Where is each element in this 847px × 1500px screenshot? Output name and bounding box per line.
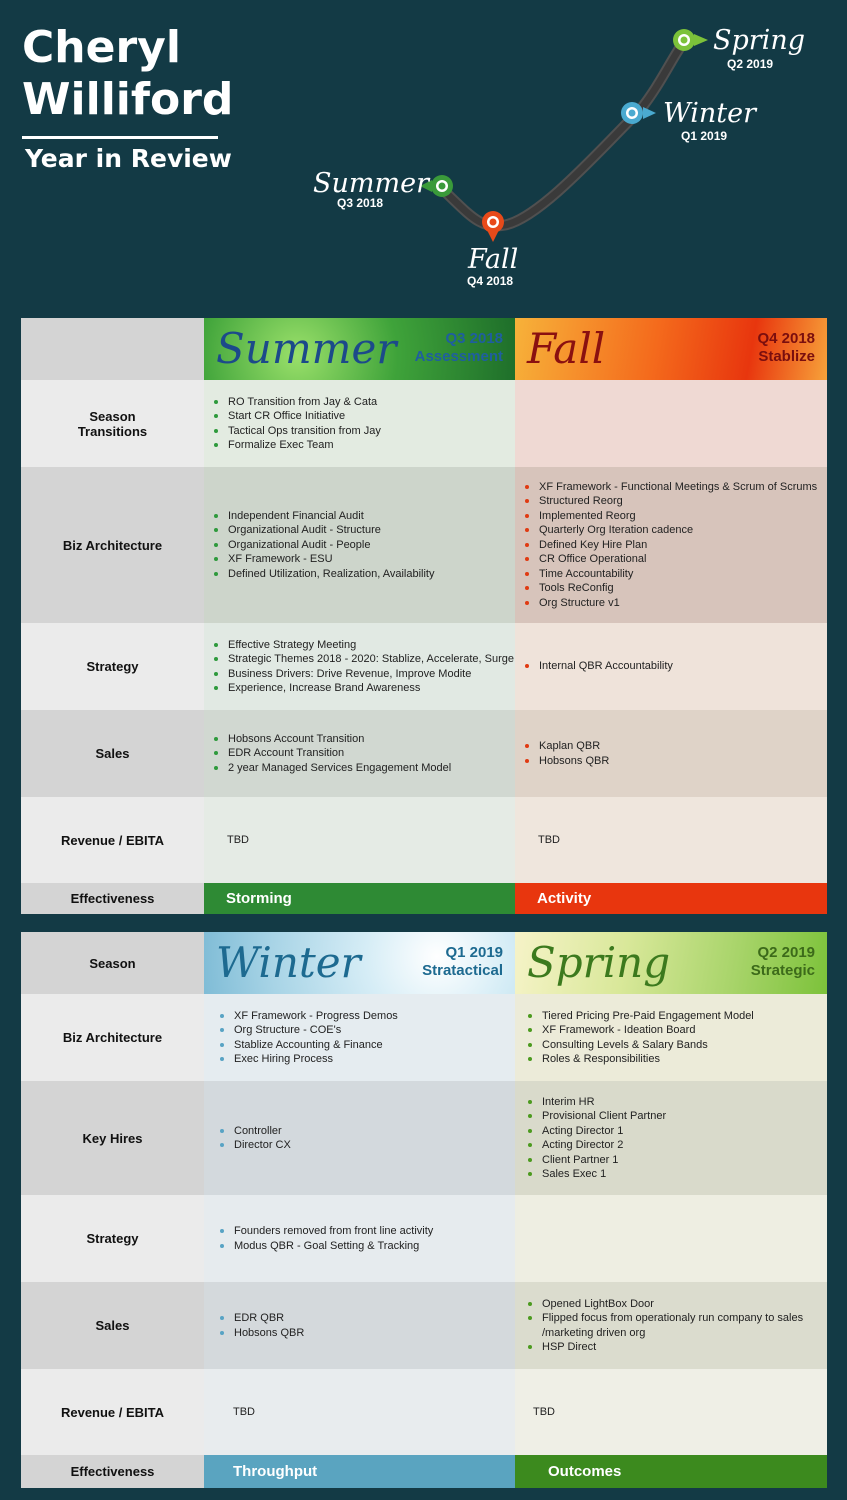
- list-item: Internal QBR Accountability: [523, 659, 673, 674]
- table2-row-biz: [21, 994, 827, 1081]
- list-item: Exec Hiring Process: [218, 1052, 398, 1067]
- summer-quarter: Q3 2018: [445, 330, 503, 347]
- list-item: Organizational Audit - People: [212, 538, 434, 553]
- timeline-winter-quarter: Q1 2019: [681, 129, 728, 143]
- fall-list: [523, 480, 817, 611]
- table1-header-row: [21, 318, 827, 380]
- row-label: Effectiveness: [21, 1455, 204, 1488]
- row-label: Strategy: [21, 623, 204, 710]
- list-item: EDR QBR: [218, 1311, 304, 1326]
- list-item: Effective Strategy Meeting: [212, 638, 514, 653]
- list-item: XF Framework - Progress Demos: [218, 1009, 398, 1024]
- list-item: Experience, Increase Brand Awareness: [212, 681, 514, 696]
- list-item: Consulting Levels & Salary Bands: [526, 1038, 754, 1053]
- spring-banner-name: Spring: [527, 938, 671, 987]
- summer-effectiveness-badge: Storming: [204, 883, 515, 914]
- winter-banner-quarter: [422, 944, 503, 980]
- list-item: Hobsons Account Transition: [212, 732, 451, 747]
- winter-cell: [204, 1282, 515, 1369]
- table2-row-effectiveness: [21, 1455, 827, 1488]
- table1-row-transitions: [21, 380, 827, 467]
- row-label: Effectiveness: [21, 883, 204, 914]
- summer-cell: [204, 380, 515, 467]
- list-item: EDR Account Transition: [212, 746, 451, 761]
- summer-theme: Assessment: [414, 348, 503, 365]
- row-label: Sales: [21, 1282, 204, 1369]
- fall-cell: [515, 797, 827, 883]
- fall-cell: [515, 623, 827, 710]
- spring-cell: [515, 1282, 827, 1369]
- spring-banner: [515, 932, 827, 994]
- fall-theme: Stablize: [758, 348, 815, 365]
- header-subtitle: Year in Review: [25, 144, 232, 173]
- list-item: Time Accountability: [523, 567, 817, 582]
- summer-banner-quarter: [415, 330, 503, 366]
- list-item: Tactical Ops transition from Jay: [212, 424, 381, 439]
- table1-row-sales: [21, 710, 827, 797]
- row-label: [21, 380, 204, 467]
- row-label: Biz Architecture: [21, 994, 204, 1081]
- spring-list: [526, 1009, 754, 1067]
- list-item: Tiered Pricing Pre-Paid Engagement Model: [526, 1009, 754, 1024]
- list-item: Organizational Audit - Structure: [212, 523, 434, 538]
- winter-list: [218, 1009, 398, 1067]
- list-item: Flipped focus from operationaly run company to sales /marketing driven org: [526, 1311, 827, 1340]
- summer-cell: [204, 467, 515, 623]
- spring-list: [526, 1095, 666, 1182]
- fall-banner-quarter: [757, 330, 815, 366]
- list-item: Structured Reorg: [523, 494, 817, 509]
- name-line-2: Williford: [22, 74, 234, 125]
- summer-cell: [204, 710, 515, 797]
- table1-row-effectiveness: [21, 883, 827, 914]
- winter-cell: [204, 994, 515, 1081]
- winter-value: TBD: [233, 1406, 255, 1418]
- list-item: XF Framework - Ideation Board: [526, 1023, 754, 1038]
- list-item: Business Drivers: Drive Revenue, Improve Modite: [212, 667, 514, 682]
- list-item: XF Framework - ESU: [212, 552, 434, 567]
- row-label: Key Hires: [21, 1081, 204, 1195]
- summer-list: [212, 638, 514, 696]
- timeline-summer-name: Summer: [313, 168, 429, 199]
- fall-pin-icon: [482, 211, 504, 242]
- list-item: Defined Utilization, Realization, Availability: [212, 567, 434, 582]
- list-item: Sales Exec 1: [526, 1167, 666, 1182]
- row-label: Season: [21, 932, 204, 994]
- summer-value: TBD: [227, 834, 249, 846]
- spring-cell: [515, 1369, 827, 1455]
- winter-cell: [204, 1369, 515, 1455]
- fall-list: [523, 739, 609, 768]
- list-item: XF Framework - Functional Meetings & Scrum of Scrums: [523, 480, 817, 495]
- spring-effectiveness-badge: Outcomes: [515, 1455, 827, 1488]
- table2-row-strategy: [21, 1195, 827, 1282]
- list-item: Start CR Office Initiative: [212, 409, 381, 424]
- timeline-spring-quarter: Q2 2019: [727, 57, 774, 71]
- list-item: Tools ReConfig: [523, 581, 817, 596]
- row-label: Revenue / EBITA: [21, 797, 204, 883]
- fall-banner: [515, 318, 827, 380]
- table2-row-hires: [21, 1081, 827, 1195]
- name-line-1: Cheryl: [22, 22, 181, 73]
- list-item: Quarterly Org Iteration cadence: [523, 523, 817, 538]
- list-item: Acting Director 1: [526, 1124, 666, 1139]
- summer-cell: [204, 797, 515, 883]
- list-item: Provisional Client Partner: [526, 1109, 666, 1124]
- winter-banner: [204, 932, 515, 994]
- row-label: Biz Architecture: [21, 467, 204, 623]
- list-item: Kaplan QBR: [523, 739, 609, 754]
- table1-row-revenue: [21, 797, 827, 883]
- table1-header-empty: [21, 318, 204, 380]
- spring-cell: [515, 1195, 827, 1282]
- fall-cell: [515, 380, 827, 467]
- spring-list: [526, 1297, 827, 1355]
- fall-effectiveness-badge: Activity: [515, 883, 827, 914]
- fall-banner-name: Fall: [527, 324, 606, 373]
- summer-banner-name: Summer: [216, 324, 397, 373]
- row-label: Strategy: [21, 1195, 204, 1282]
- table2-header-row: [21, 932, 827, 994]
- table-winter-spring: [21, 932, 827, 1488]
- winter-pin-icon: [621, 102, 656, 124]
- list-item: Director CX: [218, 1138, 291, 1153]
- summer-cell: [204, 623, 515, 710]
- list-item: Modus QBR - Goal Setting & Tracking: [218, 1239, 433, 1254]
- fall-value: TBD: [538, 834, 560, 846]
- winter-list: [218, 1124, 291, 1153]
- timeline-winter-name: Winter: [663, 98, 757, 129]
- spring-pin-icon: [673, 29, 708, 51]
- list-item: Opened LightBox Door: [526, 1297, 827, 1312]
- table1-row-biz: [21, 467, 827, 623]
- list-item: Independent Financial Audit: [212, 509, 434, 524]
- winter-quarter: Q1 2019: [445, 944, 503, 961]
- list-item: Hobsons QBR: [218, 1326, 304, 1341]
- list-item: Defined Key Hire Plan: [523, 538, 817, 553]
- list-item: CR Office Operational: [523, 552, 817, 567]
- winter-cell: [204, 1081, 515, 1195]
- table2-row-revenue: [21, 1369, 827, 1455]
- table-summer-fall: [21, 318, 827, 914]
- summer-banner: [204, 318, 515, 380]
- spring-value: TBD: [533, 1406, 555, 1418]
- list-item: Client Partner 1: [526, 1153, 666, 1168]
- row-label: Revenue / EBITA: [21, 1369, 204, 1455]
- spring-theme: Strategic: [750, 962, 815, 979]
- list-item: Strategic Themes 2018 - 2020: Stablize, Accelerate, Surge: [212, 652, 514, 667]
- table2-row-sales: [21, 1282, 827, 1369]
- spring-quarter: Q2 2019: [757, 944, 815, 961]
- row-label-text: Season Transitions: [77, 408, 148, 439]
- spring-cell: [515, 1081, 827, 1195]
- summer-list: [212, 509, 434, 582]
- list-item: Interim HR: [526, 1095, 666, 1110]
- list-item: HSP Direct: [526, 1340, 827, 1355]
- list-item: Org Structure v1: [523, 596, 817, 611]
- timeline-summer-quarter: Q3 2018: [337, 196, 384, 210]
- spring-cell: [515, 994, 827, 1081]
- summer-list: [212, 732, 451, 776]
- list-item: Hobsons QBR: [523, 754, 609, 769]
- list-item: Org Structure - COE's: [218, 1023, 398, 1038]
- winter-list: [218, 1224, 433, 1253]
- fall-cell: [515, 467, 827, 623]
- winter-theme: Stratactical: [422, 962, 503, 979]
- summer-list: [212, 395, 381, 453]
- winter-list: [218, 1311, 304, 1340]
- winter-effectiveness-badge: Throughput: [204, 1455, 515, 1488]
- list-item: Stablize Accounting & Finance: [218, 1038, 398, 1053]
- fall-list: [523, 659, 673, 674]
- row-label: Sales: [21, 710, 204, 797]
- table1-row-strategy: [21, 623, 827, 710]
- winter-cell: [204, 1195, 515, 1282]
- spring-banner-quarter: [751, 944, 815, 980]
- list-item: Controller: [218, 1124, 291, 1139]
- list-item: Formalize Exec Team: [212, 438, 381, 453]
- list-item: Roles & Responsibilities: [526, 1052, 754, 1067]
- fall-cell: [515, 710, 827, 797]
- fall-quarter: Q4 2018: [757, 330, 815, 347]
- winter-banner-name: Winter: [216, 938, 361, 987]
- list-item: Founders removed from front line activity: [218, 1224, 433, 1239]
- list-item: Acting Director 2: [526, 1138, 666, 1153]
- timeline-fall-quarter: Q4 2018: [467, 274, 514, 288]
- list-item: 2 year Managed Services Engagement Model: [212, 761, 451, 776]
- timeline-fall-name: Fall: [468, 244, 519, 275]
- list-item: RO Transition from Jay & Cata: [212, 395, 381, 410]
- list-item: Implemented Reorg: [523, 509, 817, 524]
- timeline-spring-name: Spring: [713, 25, 805, 56]
